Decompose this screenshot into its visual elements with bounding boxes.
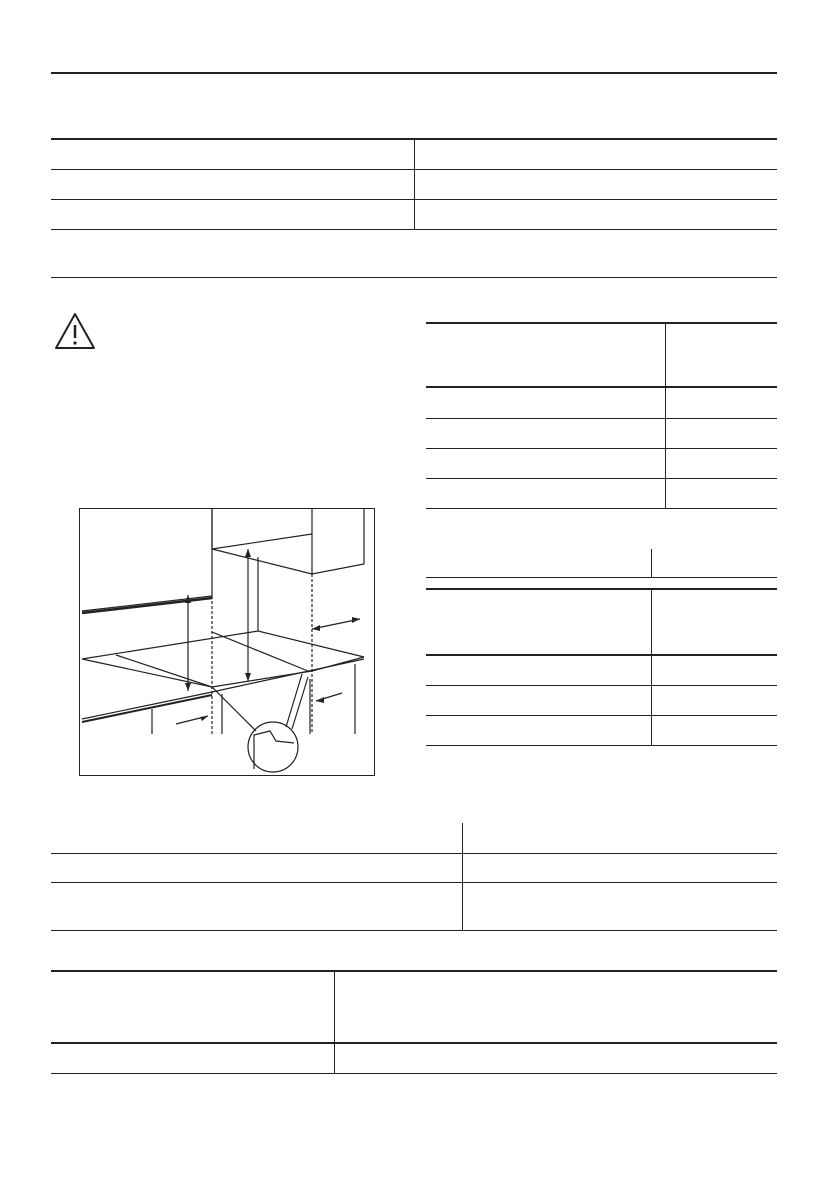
table-2-column-divider (665, 323, 666, 508)
table-3-row-rule (426, 654, 777, 656)
upper-cabinet (212, 509, 364, 574)
table-5-top-rule (51, 970, 777, 972)
page-top-rule (51, 72, 777, 74)
table-5-bottom-rule (51, 1073, 777, 1074)
installation-diagram (79, 508, 375, 776)
table-5-header-rule (51, 1042, 777, 1044)
table-3-header-divider (651, 549, 652, 577)
table-4-bottom-rule (51, 930, 777, 931)
table-5-column-divider (334, 971, 335, 1073)
table-3-bottom-rule (426, 745, 777, 746)
wall-cabinet-left (82, 509, 212, 611)
table-1-bottom-rule (51, 229, 777, 230)
table-2-bottom-rule (426, 508, 777, 509)
table-2-row-rule (426, 418, 777, 419)
table-4-row-rule (51, 882, 777, 883)
detail-magnifier (248, 722, 298, 772)
table-4-column-divider (462, 853, 463, 930)
warning-triangle-icon (54, 312, 96, 350)
table-4-header-divider (462, 823, 463, 853)
table-2-row-rule (426, 478, 777, 479)
table-3-column-divider (651, 589, 652, 745)
table-3-header-rule (426, 588, 777, 590)
table-3-row-rule (426, 685, 777, 686)
table-3-row-rule (426, 715, 777, 716)
section-rule (51, 277, 777, 278)
table-2-top-rule (426, 322, 777, 324)
table-2-header-rule (426, 386, 777, 388)
table-3-top-rule (426, 577, 777, 578)
table-4-header-rule (51, 853, 777, 854)
table-1-column-divider (414, 139, 415, 229)
table-2-row-rule (426, 448, 777, 449)
